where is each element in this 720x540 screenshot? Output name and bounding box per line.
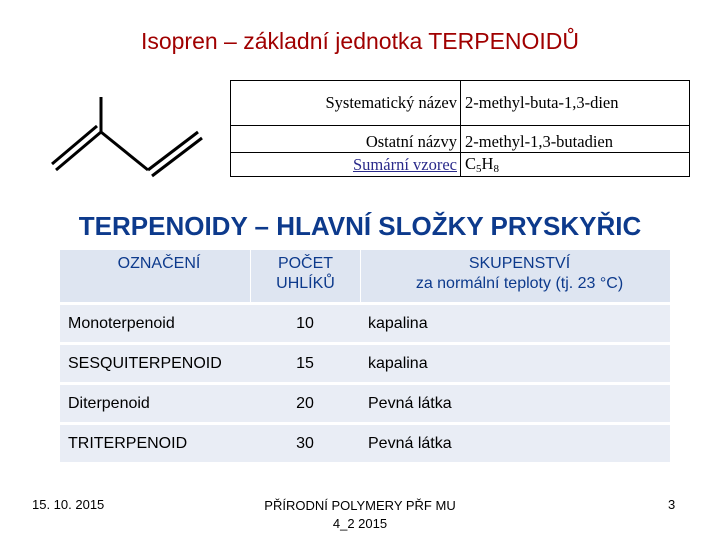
table-header	[60, 250, 670, 302]
row-carbons: 30	[296, 434, 314, 452]
footer-date: 15. 10. 2015	[32, 497, 105, 512]
formula-link[interactable]: Sumární vzorec	[352, 154, 457, 174]
systematic-name-label: Systematický název	[231, 81, 461, 126]
table-row	[60, 305, 670, 342]
footer-course: PŘÍRODNÍ POLYMERY PŘF MU 4_2 2015	[264, 498, 456, 531]
slide-title: Isopren – základní jednotka TERPENOIDŮ	[140, 28, 580, 54]
header-carbon-count: POČET UHLÍKŮ	[250, 250, 360, 302]
row-state: kapalina	[368, 354, 428, 372]
other-names-value: 2-methyl-1,3-butadien	[461, 126, 690, 153]
isoprene-structure-diagram	[48, 92, 218, 182]
header-state: SKUPENSTVÍ za normální teploty (tj. 23 °C)	[360, 250, 670, 302]
row-name: Diterpenoid	[68, 394, 150, 412]
row-state: kapalina	[368, 314, 428, 332]
row-carbons: 10	[296, 314, 314, 332]
section-title: TERPENOIDY – HLAVNÍ SLOŽKY PRYSKYŘIC	[78, 211, 642, 241]
row-name: Monoterpenoid	[68, 314, 175, 332]
row-state: Pevná látka	[368, 394, 452, 412]
formula-value: $C_5H_8$	[461, 153, 690, 177]
table-row	[60, 385, 670, 422]
isoprene-info-table	[230, 80, 690, 177]
terpenoid-table	[60, 250, 670, 462]
row-carbons: 20	[296, 394, 314, 412]
table-row	[60, 345, 670, 382]
row-carbons: 15	[296, 354, 314, 372]
systematic-name-value: 2-methyl-buta-1,3-dien	[461, 81, 690, 126]
other-names-label: Ostatní názvy	[231, 126, 461, 153]
row-name: SESQUITERPENOID	[68, 354, 222, 372]
table-row	[60, 425, 670, 462]
header-designation: OZNAČENÍ	[117, 255, 201, 272]
row-name: TRITERPENOID	[68, 434, 188, 452]
page-number: 3	[668, 497, 676, 512]
row-state: Pevná látka	[368, 434, 452, 452]
